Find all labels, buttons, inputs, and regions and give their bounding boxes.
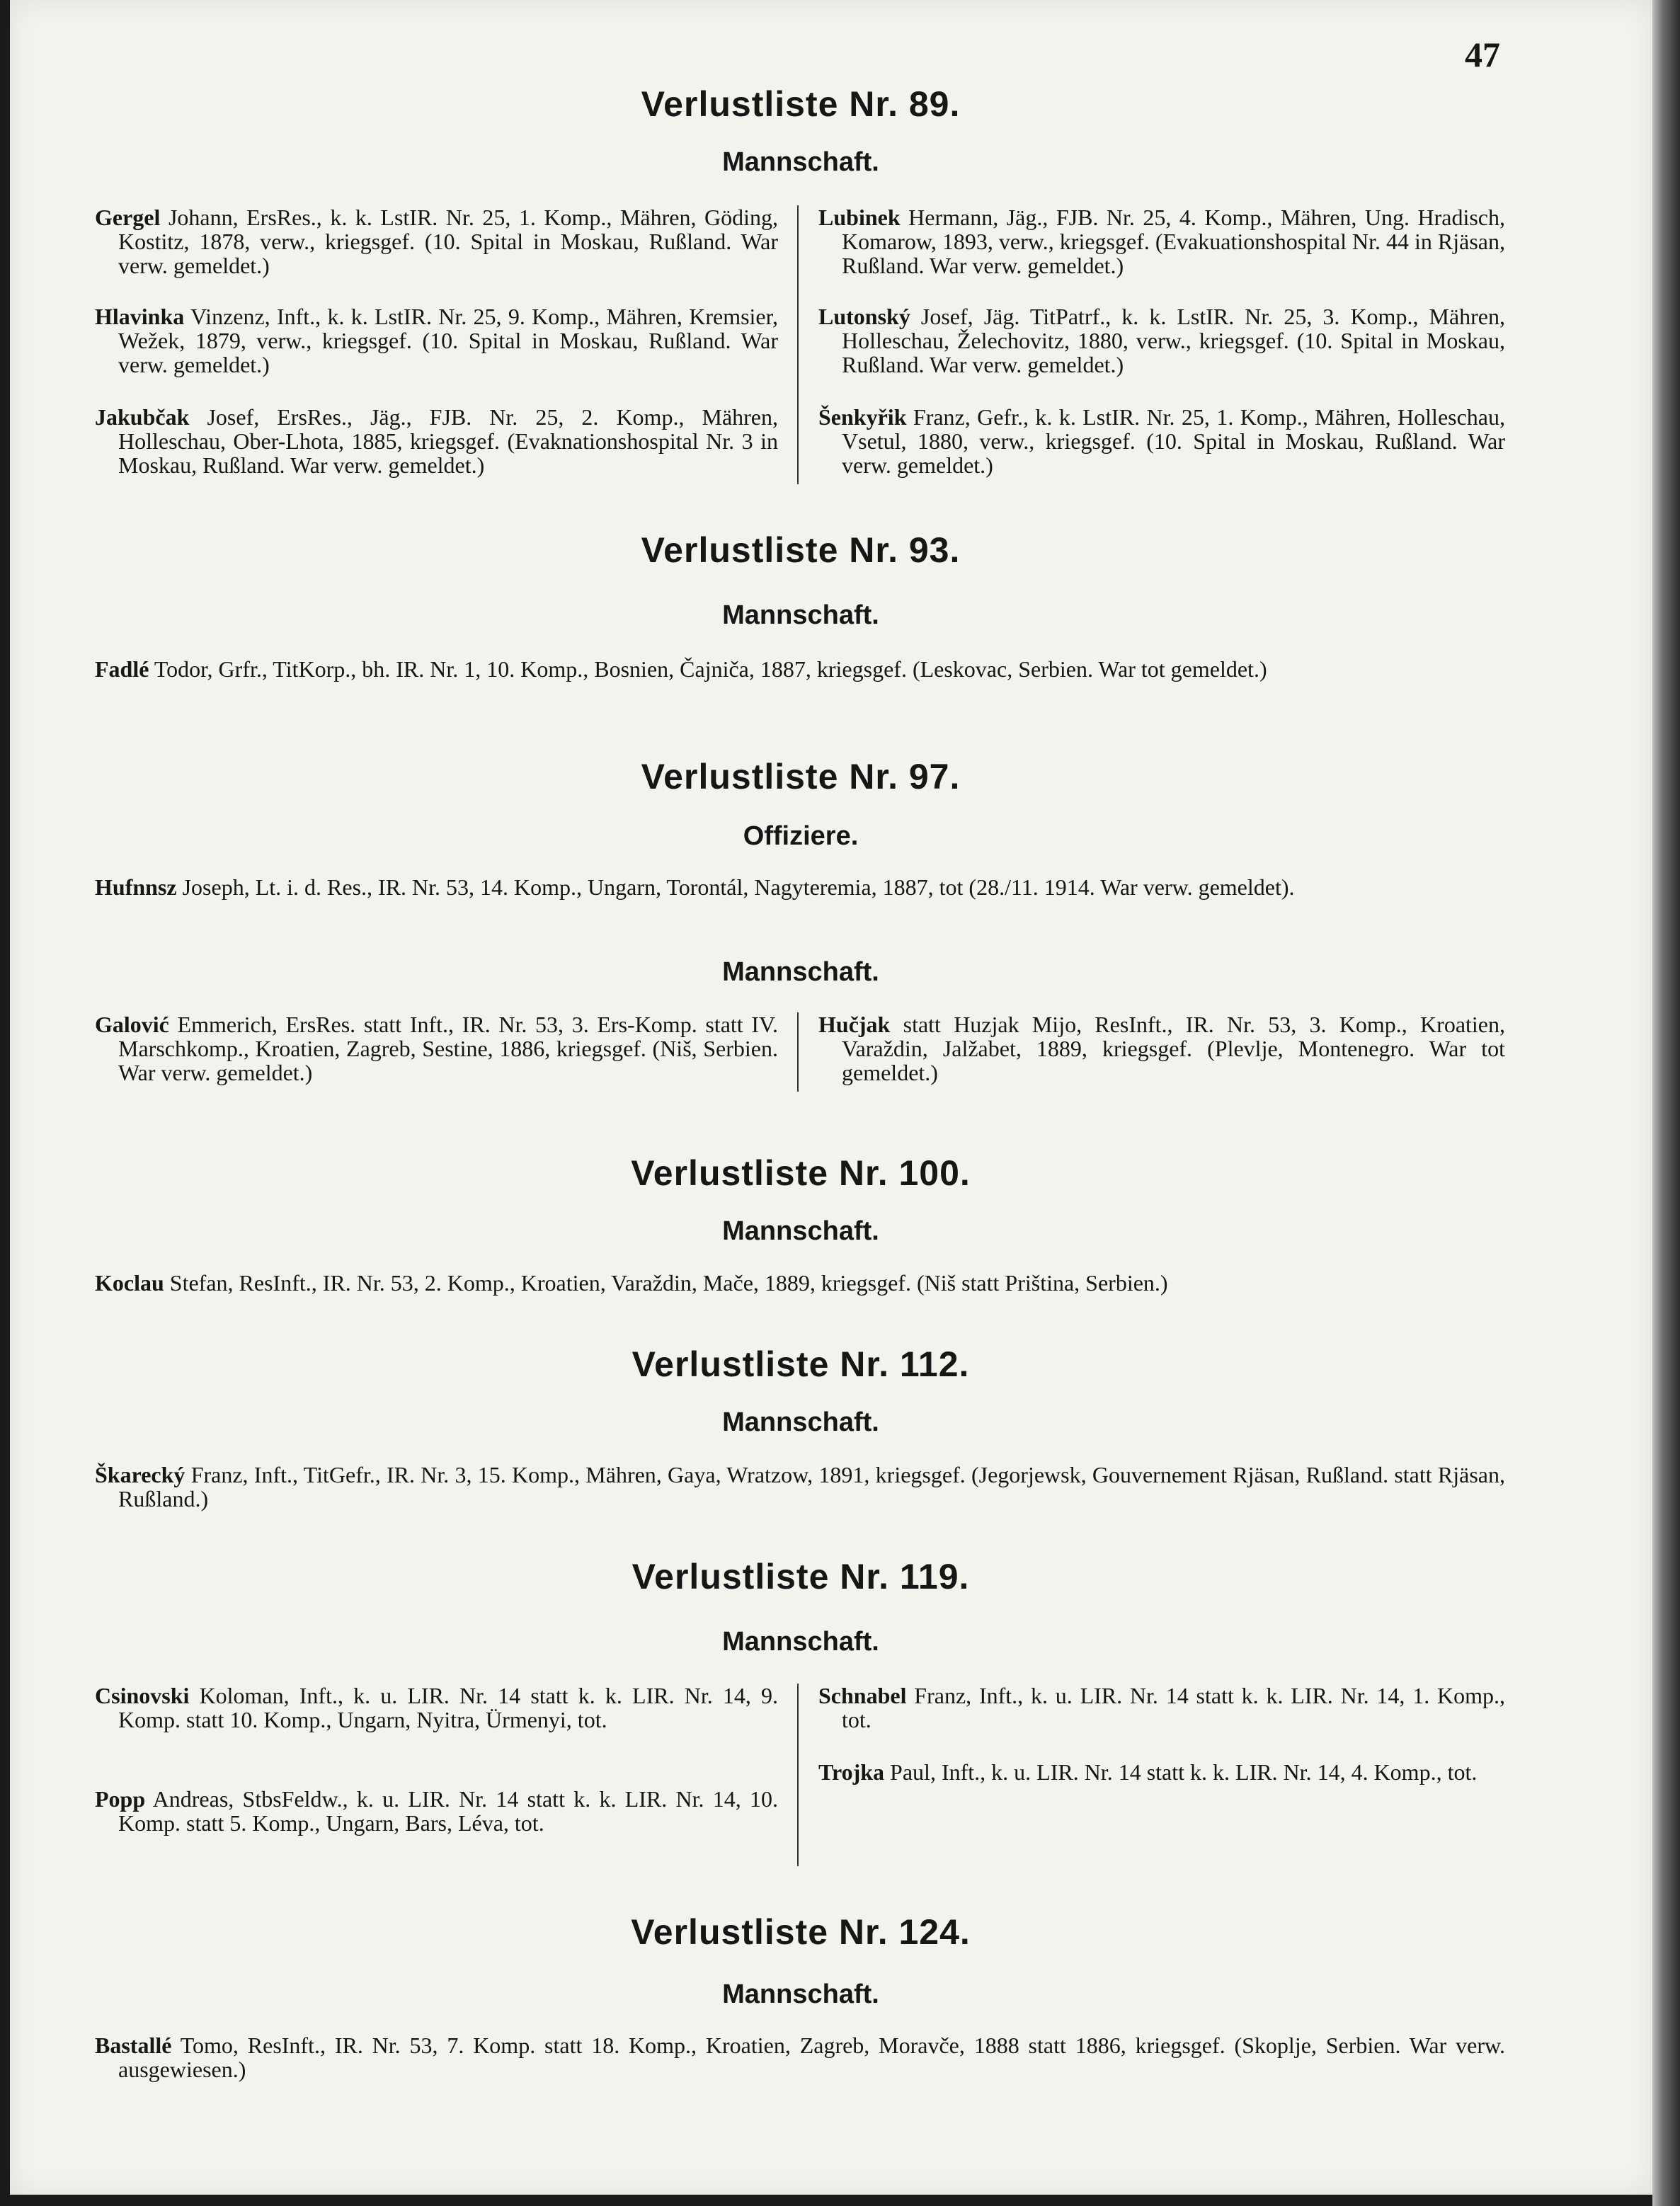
- entry-text: Andreas, StbsFeldw., k. u. LIR. Nr. 14 statt k. k. LIR. Nr. 14, 10. Komp. statt 5. Komp., Ungarn, Bars, Léva, tot.: [118, 1786, 779, 1836]
- entry-text: Emmerich, ErsRes. statt Inft., IR. Nr. 53, 3. Ers-Komp. statt IV. Marschkomp., Kroatien, Zagreb, Sestine, 1886, kriegsgef. (Niš, Serbien. War verw. gemeldet.): [118, 1012, 779, 1085]
- subsection-heading: Mannschaft.: [722, 147, 879, 177]
- entry-text: Franz, Inft., k. u. LIR. Nr. 14 statt k. k. LIR. Nr. 14, 1. Komp., tot.: [842, 1683, 1506, 1732]
- entry-name: Trojka: [818, 1759, 885, 1785]
- entry-text: Paul, Inft., k. u. LIR. Nr. 14 statt k. k. LIR. Nr. 14, 4. Komp., tot.: [890, 1759, 1478, 1785]
- entry-text: Todor, Grfr., TitKorp., bh. IR. Nr. 1, 10. Komp., Bosnien, Čajniča, 1887, kriegsgef. (Leskovac, Serbien. War tot gemeldet.): [154, 656, 1267, 682]
- subsection-heading: Mannschaft.: [722, 1627, 879, 1657]
- column-divider: [797, 1684, 799, 1866]
- entry-text: Johann, ErsRes., k. k. LstIR. Nr. 25, 1. Komp., Mähren, Göding, Kostitz, 1878, verw., kriegsgef. (10. Spital in Moskau, Rußland. War verw. gemeldet.): [118, 205, 779, 278]
- subsection-heading: Mannschaft.: [722, 1407, 879, 1437]
- list-entry: [818, 205, 1505, 278]
- entry-name: Bastallé: [95, 2033, 172, 2058]
- list-entry: [818, 1012, 1505, 1085]
- entry-name: Hlavinka: [95, 304, 185, 329]
- list-entry: [95, 1271, 1505, 1295]
- section-title: Verlustliste Nr. 97.: [641, 757, 961, 796]
- entry-name: Hufnnsz: [95, 874, 177, 900]
- list-entry: [95, 304, 778, 377]
- entry-text: Josef, Jäg. TitPatrf., k. k. LstIR. Nr. 25, 3. Komp., Mähren, Holleschau, Želechovitz, 1880, verw., kriegsgef. (10. Spital in Moskau, Rußland. War verw. gemeldet.): [842, 304, 1506, 377]
- list-entry: [95, 657, 1505, 681]
- list-entry: [95, 2033, 1505, 2081]
- list-entry: [95, 1684, 778, 1732]
- list-entry: [818, 1760, 1505, 1784]
- entry-text: Koloman, Inft., k. u. LIR. Nr. 14 statt k. k. LIR. Nr. 14, 9. Komp. statt 10. Komp., Ungarn, Nyitra, Ürmenyi, tot.: [118, 1683, 779, 1732]
- column-divider: [797, 205, 799, 484]
- entry-name: Csinovski: [95, 1683, 190, 1708]
- subsection-heading: Offiziere.: [743, 821, 859, 851]
- entry-name: Popp: [95, 1786, 146, 1812]
- section-title: Verlustliste Nr. 119.: [632, 1557, 970, 1596]
- subsection-heading: Mannschaft.: [722, 1216, 879, 1246]
- list-entry: [818, 1684, 1505, 1732]
- section-title: Verlustliste Nr. 100.: [631, 1153, 971, 1193]
- list-entry: [95, 405, 778, 477]
- entry-text: Hermann, Jäg., FJB. Nr. 25, 4. Komp., Mähren, Ung. Hradisch, Komarow, 1893, verw., kriegsgef. (Evakuationshospital Nr. 44 in Rjäsan, Rußland. War verw. gemeldet.): [842, 205, 1506, 278]
- entry-name: Lubinek: [818, 205, 901, 230]
- entry-text: Franz, Inft., TitGefr., IR. Nr. 3, 15. Komp., Mähren, Gaya, Wratzow, 1891, kriegsgef. (Jegorjewsk, Gouvernement Rjäsan, Rußland. statt Rjäsan, Rußland.): [118, 1462, 1506, 1511]
- list-entry: [95, 1012, 778, 1085]
- entry-name: Šenkyřik: [818, 404, 907, 430]
- list-entry: [818, 304, 1505, 377]
- page-edge-shadow: [1652, 0, 1680, 2206]
- entry-name: Hučjak: [818, 1012, 891, 1037]
- entry-name: Galović: [95, 1012, 169, 1037]
- entry-name: Jakubčak: [95, 404, 190, 430]
- subsection-heading: Mannschaft.: [722, 957, 879, 987]
- entry-text: Stefan, ResInft., IR. Nr. 53, 2. Komp., Kroatien, Varaždin, Mače, 1889, kriegsgef. (Niš statt Priština, Serbien.): [169, 1270, 1168, 1296]
- entry-text: Joseph, Lt. i. d. Res., IR. Nr. 53, 14. Komp., Ungarn, Torontál, Nagyteremia, 1887, tot (28./11. 1914. War verw. gemeldet).: [182, 874, 1295, 900]
- section-title: Verlustliste Nr. 89.: [641, 84, 961, 124]
- entry-text: Josef, ErsRes., Jäg., FJB. Nr. 25, 2. Komp., Mähren, Holleschau, Ober-Lhota, 1885, kriegsgef. (Evaknationshospital Nr. 3 in Moskau, Rußland. War verw. gemeldet.): [118, 404, 778, 478]
- entry-name: Schnabel: [818, 1683, 907, 1708]
- section-title: Verlustliste Nr. 124.: [631, 1912, 971, 1952]
- list-entry: [95, 875, 1505, 899]
- entry-name: Fadlé: [95, 656, 149, 682]
- list-entry: [95, 1787, 778, 1835]
- entry-name: Gergel: [95, 205, 161, 230]
- list-entry: [95, 205, 778, 278]
- entry-text: Vinzenz, Inft., k. k. LstIR. Nr. 25, 9. Komp., Mähren, Kremsier, Wežek, 1879, verw., kriegsgef. (10. Spital in Moskau, Rußland. War verw. gemeldet.): [118, 304, 779, 377]
- entry-text: Tomo, ResInft., IR. Nr. 53, 7. Komp. statt 18. Komp., Kroatien, Zagreb, Moravče, 1888 statt 1886, kriegsgef. (Skoplje, Serbien. War verw. ausgewiesen.): [118, 2033, 1506, 2082]
- subsection-heading: Mannschaft.: [722, 1979, 879, 2009]
- section-title: Verlustliste Nr. 112.: [632, 1344, 970, 1384]
- column-divider: [797, 1012, 799, 1092]
- entry-text: Franz, Gefr., k. k. LstIR. Nr. 25, 1. Komp., Mähren, Holleschau, Vsetul, 1880, verw., kriegsgef. (10. Spital in Moskau, Rußland. War verw. gemeldet.): [842, 404, 1506, 478]
- page-number: 47: [1465, 35, 1500, 74]
- section-title: Verlustliste Nr. 93.: [641, 530, 961, 570]
- document-page: [10, 0, 1652, 2195]
- entry-name: Koclau: [95, 1270, 164, 1296]
- list-entry: [95, 1463, 1505, 1511]
- list-entry: [818, 405, 1505, 477]
- entry-text: statt Huzjak Mijo, ResInft., IR. Nr. 53, 3. Komp., Kroatien, Varaždin, Jalžabet, 1889, kriegsgef. (Plevlje, Montenegro. War tot gemeldet.): [842, 1012, 1506, 1085]
- subsection-heading: Mannschaft.: [722, 600, 879, 630]
- entry-name: Lutonský: [818, 304, 910, 329]
- entry-name: Škarecký: [95, 1462, 185, 1487]
